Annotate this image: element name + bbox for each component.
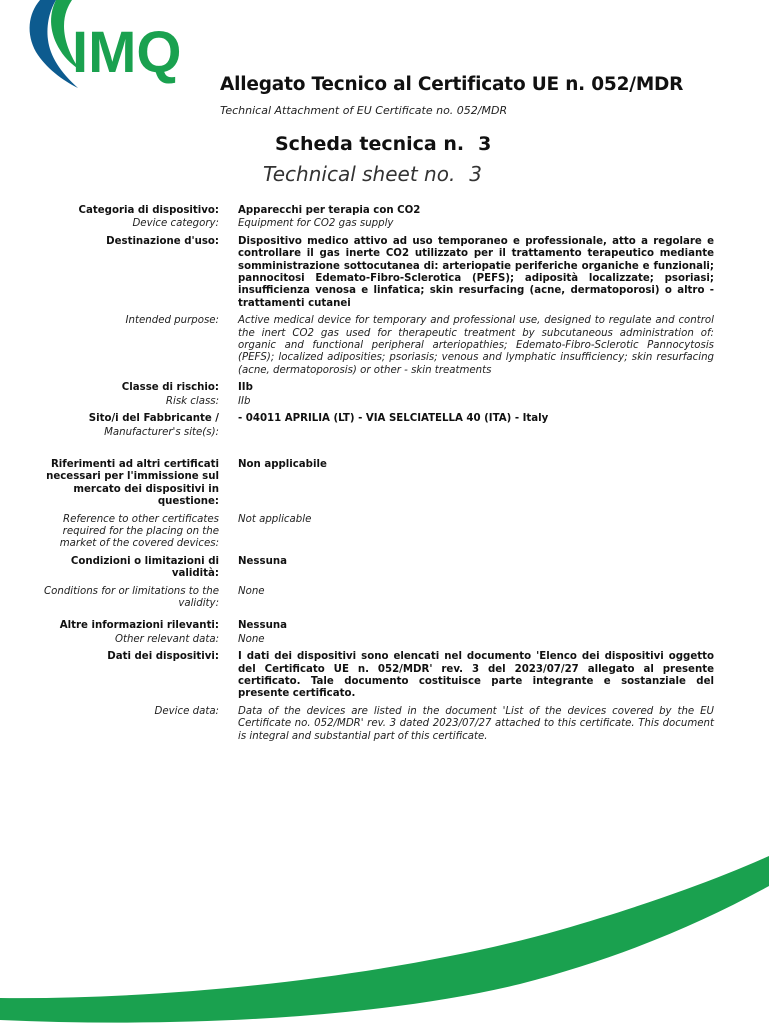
other-row-it <box>30 620 720 632</box>
document-subtitle: Technical Attachment of EU Certificate no. 052/MDR <box>220 104 508 117</box>
conditions-label-it: Condizioni o limitazioni di validità: <box>70 555 219 580</box>
conditions-label-en: Conditions for or limitations to the validity: <box>44 585 219 609</box>
references-row-en <box>30 514 720 551</box>
sheet-number-it: 3 <box>478 133 492 155</box>
logo-text: IMQ <box>72 20 182 85</box>
purpose-label-it: Destinazione d'uso: <box>106 235 219 247</box>
risk-label-en: Risk class: <box>165 395 219 407</box>
sheet-title-en <box>263 162 482 186</box>
imq-logo-icon <box>26 0 201 92</box>
conditions-row-it <box>30 556 720 581</box>
conditions-value-it: Nessuna <box>238 555 287 567</box>
device-data-row-en <box>30 706 720 743</box>
references-row-it <box>30 459 720 509</box>
references-label-it: Riferimenti ad altri certificati necessari per l'immissione sul mercato dei dispositivi in questione: <box>46 458 219 508</box>
category-row-en <box>30 218 720 230</box>
sheet-title-it <box>275 133 491 155</box>
device-data-label-en: Device data: <box>154 705 219 717</box>
category-label-en: Device category: <box>132 218 219 230</box>
site-label-it: Sito/i del Fabbricante / <box>88 413 219 425</box>
sheet-label-en: Technical sheet no. <box>263 162 456 186</box>
risk-row-it <box>30 382 720 394</box>
other-row-en <box>30 634 720 646</box>
category-label-it: Categoria di dispositivo: <box>78 205 219 216</box>
risk-value-it: IIb <box>238 382 253 394</box>
site-value-en <box>238 427 714 439</box>
device-data-value-it: I dati dei dispositivi sono elencati nel documento 'Elenco dei dispositivi oggetto del Certificato UE n. 052/MDR' rev. 3 del 2023/07/27 allegato al presente certificato. Tale documento costituisce parte integrante e sostanziale del presente certificato. <box>238 651 714 700</box>
other-label-en: Other relevant data: <box>114 633 219 645</box>
references-label-en: Reference to other certificates required for the placing on the market of the covered devices: <box>59 513 219 550</box>
imq-logo <box>26 0 201 92</box>
technical-data-table <box>30 205 720 748</box>
device-data-label-it: Dati dei dispositivi: <box>107 651 219 663</box>
category-row-it <box>30 205 720 217</box>
device-data-row-it <box>30 651 720 701</box>
other-label-it: Altre informazioni rilevanti: <box>59 620 219 632</box>
purpose-value-it: Dispositivo medico attivo ad uso temporaneo e professionale, atto a regolare e controllare il gas inerte CO2 utilizzato per il trattamento terapeutico mediante somministrazione sottocutanea di: arteriopatie periferiche organiche e funzionali; pannocitosi Edemato-Fibro-Sclerotica (PEFS); adiposità localizzate; psoriasi; insufficienza venosa e linfatica; skin resurfacing (acne, dermatoporosi) o altro - trattamenti cutanei <box>238 235 714 309</box>
category-value-it: Apparecchi per terapia con CO2 <box>238 205 421 216</box>
conditions-value-en: None <box>238 585 265 597</box>
risk-value-en: IIb <box>238 395 251 407</box>
purpose-row-en <box>30 315 720 377</box>
references-value-en: Not applicable <box>238 513 312 525</box>
risk-row-en <box>30 396 720 408</box>
sheet-number-en: 3 <box>469 162 483 186</box>
sheet-label-it: Scheda tecnica n. <box>275 133 465 155</box>
other-value-en: None <box>238 633 265 645</box>
purpose-row-it <box>30 236 720 310</box>
other-value-it: Nessuna <box>238 620 287 632</box>
risk-label-it: Classe di rischio: <box>121 382 219 394</box>
document-title: Allegato Tecnico al Certificato UE n. 052/MDR <box>220 74 684 95</box>
category-value-en: Equipment for CO2 gas supply <box>238 218 394 230</box>
purpose-label-en: Intended purpose: <box>125 315 219 327</box>
purpose-value-en: Active medical device for temporary and professional use, designed to regulate and control the inert CO2 gas used for therapeutic treatment by subcutaneous administration of: organic and functional peripheral arteriopathies; Edemato-Fibro-Sclerotic Pannocytosis (PEFS); localized adiposities; psoriasis; venous and lymphatic insufficiency; skin resurfacing (acne, dermatoporosis) or other - skin treatments <box>238 315 714 376</box>
site-label-en: Manufacturer's site(s): <box>104 426 219 438</box>
green-wave-decoration <box>0 850 769 1030</box>
site-row-it <box>30 413 720 425</box>
device-data-value-en: Data of the devices are listed in the document 'List of the devices covered by the EU Certificate no. 052/MDR' rev. 3 dated 2023/07/27 attached to this certificate. This document is integral and substantial part of this certificate. <box>238 705 714 742</box>
site-value-it: - 04011 APRILIA (LT) - VIA SELCIATELLA 40 (ITA) - Italy <box>238 413 549 425</box>
conditions-row-en <box>30 586 720 611</box>
site-row-en <box>30 427 720 439</box>
references-value-it: Non applicabile <box>238 458 327 470</box>
